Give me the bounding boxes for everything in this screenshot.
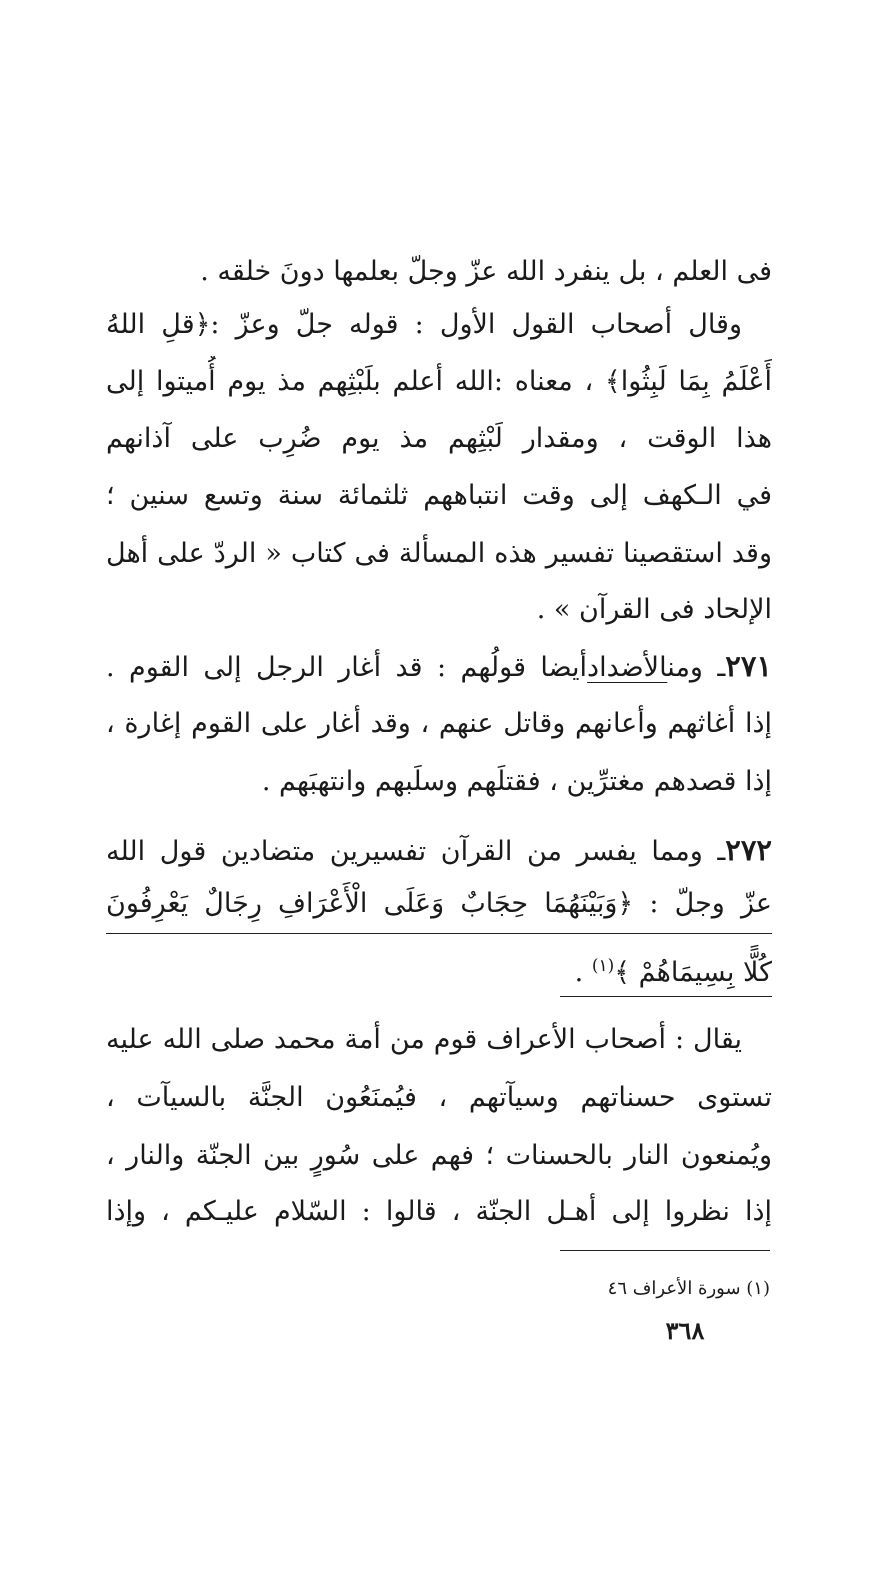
para3-line-2: تستوى حسناتهم وسيآتهم ، فيُمنَعُون الجنَّة بالسيآت ، — [106, 1082, 772, 1113]
entry-line-rest: أيضا قولُهم : قد أغار الرجل إلى القوم . — [106, 652, 588, 683]
entry-271-heading-line — [106, 640, 772, 692]
entry-272-line-2-lead: عزّ وجلّ : — [649, 888, 772, 919]
entry-keyword: الأضداد — [587, 652, 668, 683]
para3-line-1-content: يقال : أصحاب الأعراف قوم من أمة محمد صلى الله عليه — [106, 1024, 742, 1055]
text-line-3: أَعْلَمُ بِمَا لَبِثُوا﴾ ، معناه :الله أعلم بلَبْثِهم مذ يوم أُميتوا إلى — [106, 366, 772, 397]
text-line-2-content: وقال أصحاب القول الأول : قوله جلّ وعزّ :﴿قلِ اللهُ — [106, 309, 742, 340]
quote-underline-rule-short — [560, 996, 772, 997]
entry-272-line-3: كُلًّا بِسِيمَاهُمْ ﴾$^{(١)}$ . — [574, 956, 772, 988]
footnote-text: (١) سورة الأعراف ٤٦ — [607, 1278, 770, 1299]
entry-271-line-2: إذا أغاثهم وأعانهم وقاتل عنهم ، وقد أغار على القوم إغارة ، — [106, 708, 772, 739]
quran-quote-part-2: كُلًّا بِسِيمَاهُمْ ﴾ — [614, 957, 772, 988]
footnote-separator — [560, 1250, 770, 1251]
entry-271-line-3: إذا قصدهم مغترِّين ، فقتلَهم وسلَبهم وانتهبَهم . — [261, 766, 772, 797]
para3-line-1 — [106, 1014, 772, 1066]
text-line-7: الإلحاد فى القرآن » . — [536, 594, 772, 625]
text-line-6: وقد استقصينا تفسير هذه المسألة فى كتاب « الردّ على أهل — [106, 538, 772, 569]
text-line-4: هذا الوقت ، ومقدار لَبْثِهم مذ يوم ضُرِب على آذانهم — [106, 423, 772, 454]
para3-line-4: إذا نظروا إلى أهـل الجنّة ، قالوا : السّلام عليـكم ، وإذا — [106, 1196, 772, 1227]
entry-number: ٢٧١ — [725, 649, 772, 683]
page-number: ٣٦٨ — [665, 1316, 705, 1345]
text-line-2 — [106, 299, 772, 351]
entry-lead: ـ ومن — [667, 652, 726, 683]
entry-272-line-2 — [106, 878, 772, 930]
text-line-5: في الـكهف إلى وقت انتباههم ثلثمائة سنة وتسع سنين ؛ — [106, 480, 772, 511]
entry-272-heading-line — [106, 824, 772, 876]
entry-line-rest: ـ ومما يفسر من القرآن تفسيرين متضادين قول الله — [106, 836, 726, 867]
quote-underline-rule — [106, 933, 772, 934]
text-line-1: فى العلم ، بل ينفرد الله عزّ وجلّ بعلمها دونَ خلقه . — [200, 256, 772, 287]
para3-line-3: ويُمنعون النار بالحسنات ؛ فهم على سُورٍ بين الجنّة والنار ، — [106, 1140, 772, 1171]
entry-number: ٢٧٢ — [725, 833, 772, 867]
quran-quote-part-1: ﴿وَبَيْنَهُمَا حِجَابٌ وَعَلَى الْأَعْرَافِ رِجَالٌ يَعْرِفُونَ — [106, 888, 634, 919]
footnote-reference: (١) — [591, 956, 615, 976]
